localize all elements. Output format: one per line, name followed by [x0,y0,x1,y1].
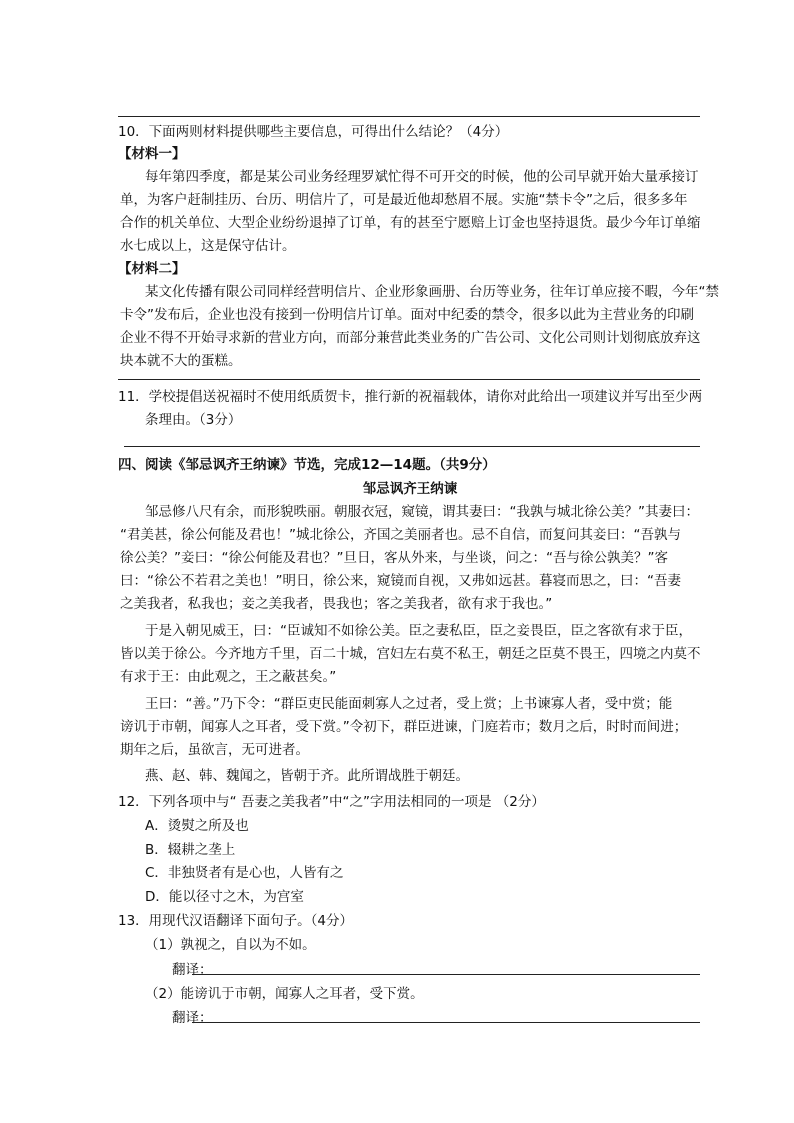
section-4-heading: 四、阅读《邹忌讽齐王纳谏》节选，完成12—14题。（共9分） [118,457,496,473]
passage-p3-line-2: 谤讥于市朝，闻寡人之耳者，受下赏。”令初下，群臣进谏，门庭若市；数月之后，时时而间进； [120,719,688,735]
q12-option-c: C．非独贤者有是心也，人皆有之 [145,865,344,881]
passage-p1-line-3: 徐公美？”妾曰：“徐公何能及君也？”旦日，客从外来，与坐谈，问之：“吾与徐公孰美？”客 [120,550,668,566]
passage-p1-line-4: 曰：“徐公不若君之美也！”明日，徐公来，窥镜而自视，又弗如远甚。暮寝而思之，曰：“吾妻 [120,573,681,589]
answer-line-q11 [124,446,700,447]
material-1-line-4: 水七成以上，这是保守估计。 [120,238,296,254]
material-1-line-1: 每年第四季度，都是某公司业务经理罗斌忙得不可开交的时候，他的公司早就开始大量承接订 [145,169,699,185]
passage-p3-line-1: 王曰：“善。”乃下令：“群臣吏民能面刺寡人之过者，受上赏；上书谏寡人者，受中赏；能 [145,696,673,712]
q13-translate-label-2: 翻译： [172,1010,213,1026]
passage-p1-line-5: 之美我者，私我也；妾之美我者，畏我也；客之美我者，欲有求于我也。” [120,596,553,612]
passage-p4-line-1: 燕、赵、韩、魏闻之，皆朝于齐。此所谓战胜于朝廷。 [145,768,469,784]
answer-line-top [118,116,700,117]
passage-p2-line-3: 有求于王：由此观之，王之蔽甚矣。” [120,669,337,685]
q11-stem-line-2: 条理由。（3分） [145,412,242,428]
passage-title: 邹忌讽齐王纳谏 [362,481,458,497]
passage-p2-line-2: 皆以美于徐公。今齐地方千里，百二十城，宫妇左右莫不私王，朝廷之臣莫不畏王，四境之内莫不 [120,646,701,662]
q11-stem-line-1: 11．学校提倡送祝福时不使用纸质贺卡，推行新的祝福载体，请你对此给出一项建议并写出至少两 [118,389,703,405]
q12-stem: 12．下列各项中与“ 吾妻之美我者”中“之”字用法相同的一项是 （2分） [118,794,545,810]
material-2-line-3: 企业不得不开始寻求新的营业方向，而部分兼营此类业务的广告公司、文化公司则计划彻底放弃这 [120,330,701,346]
q13-translate-label-1: 翻译： [172,962,213,978]
material-2-line-2: 卡令”发布后，企业也没有接到一份明信片订单。面对中纪委的禁令，很多以此为主营业务的印刷 [120,307,694,323]
material-1-heading: 【材料一】 [118,146,186,162]
q12-option-a: A．烫熨之所及也 [145,818,249,834]
material-1-line-3: 合作的机关单位、大型企业纷纷退掉了订单，有的甚至宁愿赔上订金也坚持退货。最少今年订单缩 [120,215,701,231]
passage-p1-line-1: 邹忌修八尺有余，而形貌昳丽。朝服衣冠，窥镜，谓其妻曰：“我孰与城北徐公美？”其妻曰： [145,504,699,520]
q12-option-d: D．能以径寸之木，为宫室 [145,889,304,905]
material-2-line-4: 块本就不大的蛋糕。 [120,353,242,369]
answer-line-q10 [118,379,700,380]
passage-p2-line-1: 于是入朝见威王，曰：“臣诚知不如徐公美。臣之妻私臣，臣之妾畏臣，臣之客欲有求于臣， [145,623,692,639]
material-2-heading: 【材料二】 [118,261,186,277]
q13-sentence-2: （2）能谤讥于市朝，闻寡人之耳者，受下赏。 [145,986,424,1002]
q13-answer-line-2[interactable] [192,1022,700,1023]
q12-option-b: B．辍耕之垄上 [145,842,236,858]
material-2-line-1: 某文化传播有限公司同样经营明信片、企业形象画册、台历等业务，往年订单应接不暇，今年“禁 [145,284,719,300]
q10-stem: 10．下面两则材料提供哪些主要信息，可得出什么结论？（4分） [118,124,509,140]
material-1-line-2: 单，为客户赶制挂历、台历、明信片了，可是最近他却愁眉不展。实施“禁卡令”之后，很多多年 [120,192,688,208]
q13-answer-line-1[interactable] [192,974,700,975]
passage-p1-line-2: “君美甚，徐公何能及君也！”城北徐公，齐国之美丽者也。忌不自信，而复问其妾曰：“吾孰与 [120,527,681,543]
q13-stem: 13．用现代汉语翻译下面句子。（4分） [118,913,354,929]
passage-p3-line-3: 期年之后，虽欲言，无可进者。 [120,742,309,758]
q13-sentence-1: （1）孰视之，自以为不如。 [145,937,316,953]
